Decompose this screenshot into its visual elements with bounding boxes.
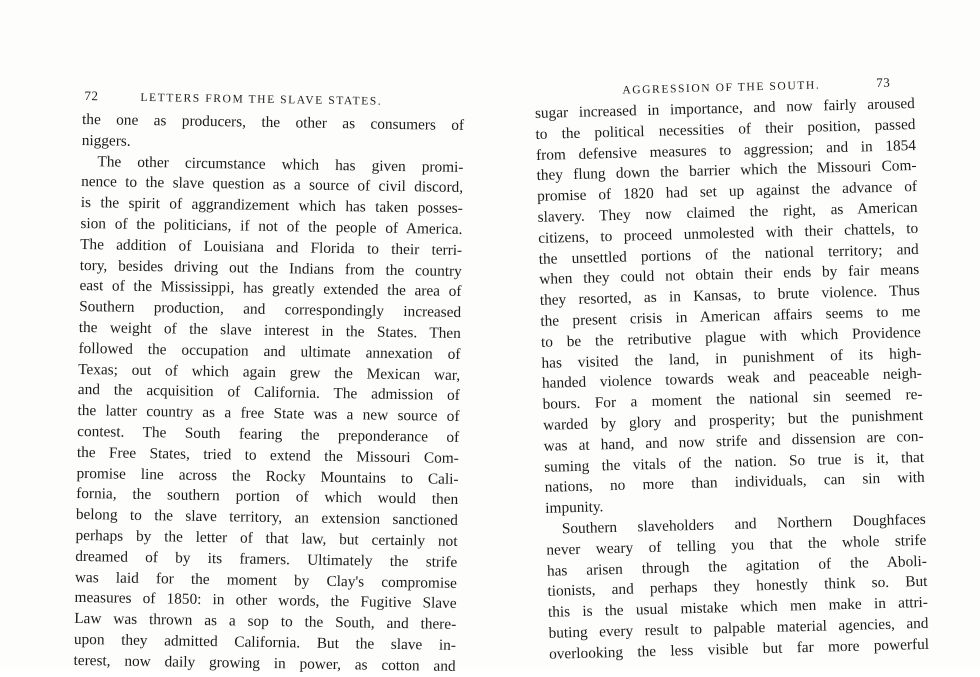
text-line: tionists, and perhaps they honestly think so. But xyxy=(547,573,928,601)
text-line: citizens, to proceed unmolested with their chattels, to xyxy=(538,219,919,247)
text-line: slavery. They now claimed the right, as American xyxy=(537,198,918,226)
left-running-head xyxy=(84,88,382,109)
text-line: from defensive measures to aggression; and in 1854 xyxy=(535,136,917,164)
text-line: was at hand, and now strife and dissension are con- xyxy=(543,427,924,455)
text-line: sugar increased in importance, and now fairly aroused xyxy=(534,95,916,122)
text-line: niggers. xyxy=(81,131,131,150)
text-line: and the acquisition of California. The admission of xyxy=(77,381,460,405)
text-line: suming the vitals of the nation. So true is it, that xyxy=(544,448,925,476)
text-line: to the political necessities of their position, passed xyxy=(535,115,916,143)
text-line: nence to the slave question as a source of civil discord, xyxy=(81,173,464,197)
text-line: the unsettled portions of the national territory; and xyxy=(538,240,919,268)
text-line: Texas; out of which again grew the Mexican war, xyxy=(78,360,461,384)
text-line: is the spirit of aggrandizement which has taken posses- xyxy=(80,194,463,218)
text-line: measures of 1850: in other words, the Fugitive Slave xyxy=(74,589,457,613)
right-running-title: AGGRESSION OF THE SOUTH. xyxy=(622,79,821,97)
text-line: the one as producers, the other as consumers of xyxy=(81,110,465,134)
text-line: when they could not obtain their ends by fair means xyxy=(539,261,920,289)
text-line: Law was thrown as a sop to the South, and there- xyxy=(74,610,457,634)
text-line: impunity. xyxy=(545,498,604,517)
left-body-text xyxy=(73,110,464,677)
left-page xyxy=(73,0,466,675)
left-page-number: 72 xyxy=(84,88,99,104)
text-line: has arisen through the agitation of the Aboli- xyxy=(546,552,928,580)
text-line: fornia, the southern portion of which would then xyxy=(76,485,459,509)
right-running-head xyxy=(622,75,890,98)
text-line: was laid for the moment by Clay's compromise xyxy=(74,568,458,592)
text-line: Southern production, and correspondingly increased xyxy=(79,298,462,322)
text-line: handed violence towards weak and peaceable neigh- xyxy=(541,365,923,393)
text-line: tory, besides driving out the Indians from the country xyxy=(79,256,462,280)
text-line: to be the retributive plague with which Providence xyxy=(540,323,922,351)
text-line: promise of 1820 had set up against the advance of xyxy=(536,178,918,206)
text-line: contest. The South fearing the preponderance of xyxy=(77,422,460,446)
text-line: warded by glory and prosperity; but the punishment xyxy=(542,406,924,434)
text-line: the weight of the slave interest in the States. Then xyxy=(78,318,461,342)
text-line: Southern slaveholders and Northern Doughfaces xyxy=(561,510,926,538)
text-line: perhaps by the letter of that law, but certainly not xyxy=(75,526,458,550)
left-running-title: LETTERS FROM THE SLAVE STATES. xyxy=(140,91,383,108)
text-line: sion of the politicians, if not of the people of America. xyxy=(80,214,463,238)
text-line: The addition of Louisiana and Florida to their terri- xyxy=(80,235,463,259)
text-line: this is the usual mistake which men make in attri- xyxy=(547,593,929,621)
text-line: east of the Mississippi, has greatly extended the area of xyxy=(79,277,462,301)
text-line: the Free States, tried to extend the Missouri Com- xyxy=(76,443,459,467)
text-line: bours. For a moment the national sin seemed re- xyxy=(542,386,923,414)
text-line: buting every result to palpable material agencies, and xyxy=(548,614,929,642)
text-line: promise line across the Rocky Mountains to Cali- xyxy=(76,464,459,488)
text-line: never weary of telling you that the whole strife xyxy=(546,531,927,559)
text-line: overlooking the less visible but far more powerful xyxy=(548,635,930,663)
text-line: the latter country as a free State was a new source of xyxy=(77,402,460,426)
text-line: has visited the land, in punishment of its high- xyxy=(541,344,922,372)
right-page-number: 73 xyxy=(876,74,891,91)
text-line: the present crisis in American affairs seems to me xyxy=(540,302,921,330)
right-body-text xyxy=(535,94,930,665)
text-line: terest, now daily growing in power, as cotton and xyxy=(73,651,456,675)
text-line: they flung down the barrier which the Missouri Com- xyxy=(536,157,917,185)
text-line: The other circumstance which has given promi- xyxy=(97,152,464,176)
text-line: followed the occupation and ultimate annexation of xyxy=(78,339,461,363)
text-line: nations, no more than individuals, can sin with xyxy=(544,469,925,497)
text-line: belong to the slave territory, an extension sanctioned xyxy=(75,506,459,530)
text-line: dreamed of by its framers. Ultimately the strife xyxy=(75,547,458,571)
text-line: they resorted, as in Kansas, to brute violence. Thus xyxy=(539,282,920,310)
text-line: upon they admitted California. But the slave in- xyxy=(73,630,457,654)
